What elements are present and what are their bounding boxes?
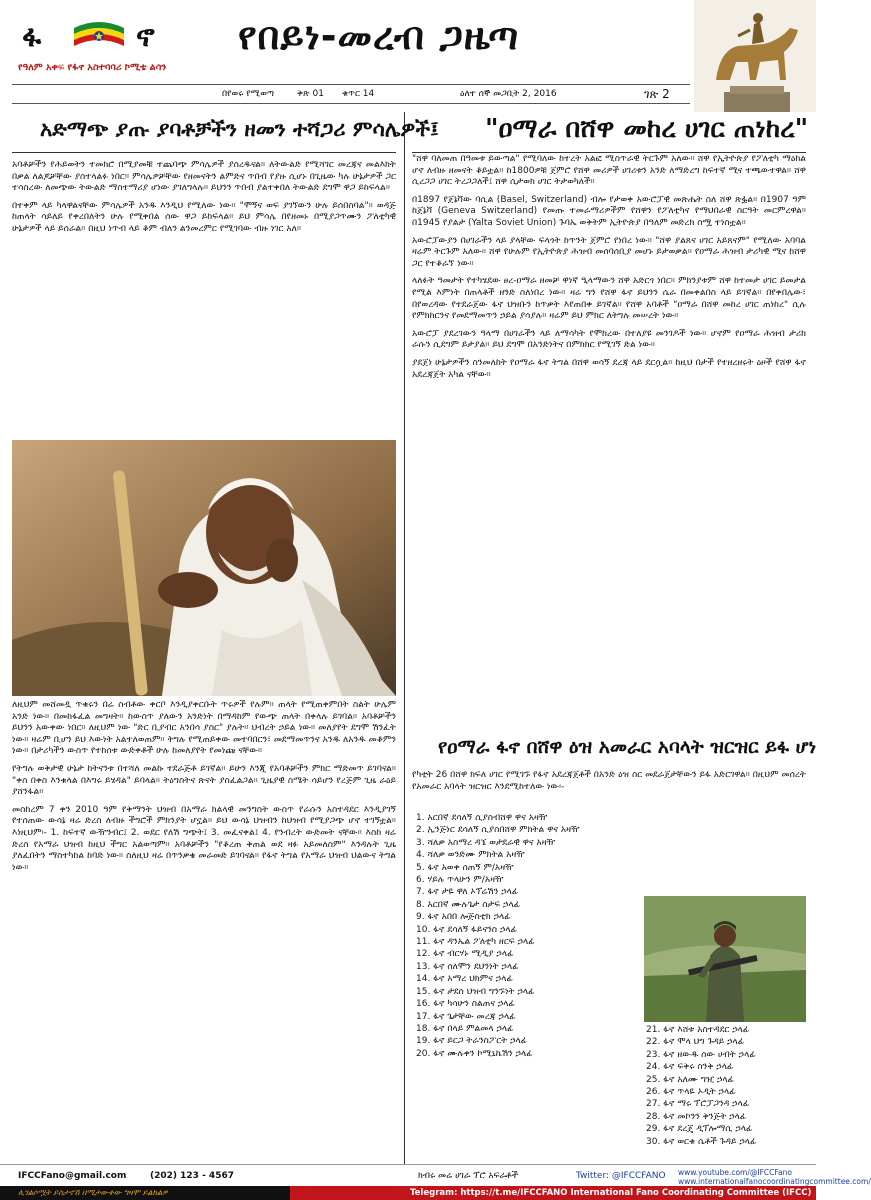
leadership-list-secondary: [646, 1024, 808, 1148]
right-paragraph-3: አውሮፓውያን በሀገራችን ላይ ያላቸው ፍላጎት ከጥንት ጀምሮ የነበረ ነው። "ሸዋ ያልጸና ሀገር አይጸናም" የሚለው አባባል ዛሬም ትርጉም አለው። ሸዋ የሁሉም የኢትዮጵያ ሕዝብ መሰባሰቢያ መሆኑ ይታወቃል። የዐማራ ሕዝብ ታሪካዊ ሚና ከሸዋ ጋር የተቆራኘ ነው።: [412, 235, 806, 269]
telegram-link[interactable]: Telegram: https://t.me/IFCCFANO International Fano Coordinating Committee (IFCC): [290, 1186, 816, 1200]
list-item: 7. ፋኖ ታዬ ዋለ ኦፕሬሽን ኃላፊ: [416, 887, 519, 898]
website-link[interactable]: www.internationalfanocoordinatingcommittee.com/: [678, 1177, 871, 1186]
list-item: 2. ኢንጅነር ደሳለኝ ሲያስበሸዋ ምክትል ዋና አዛዥ: [416, 825, 580, 836]
list-item: 20. ፋኖ ሙሉቀን ኮሚኒኬሽን ኃላፊ: [416, 1048, 533, 1059]
masthead: [0, 0, 816, 112]
left-paragraph-4: የትግሉ ወቅታዊ ሁኔታ ከትናንቱ በተሻለ መልኩ ተደራጅቶ ይገኛል። ይሁን እንጂ የአባቶቻችን ምክር ማድመጥ ይገባናል። "ቀስ በቀስ እንቁላል በእግሩ ይሄዳል" ይባላል። ትዕግስትና ጽናት ያስፈልጋል። ጊዜያዊ ስሜት ሳይሆን የረጅም ጊዜ ራዕይ ያሸንፋል።: [12, 763, 396, 798]
left-paragraph-1: አባቶቻችን የሕይወትን ተመክሮ በሚያመቹ ተጨባጭ ምሳሌዎች ያስረዱናል። ለትውልድ የሚሻገር መረጃና መልእክት በቃል ለልጆቻቸው ያስተላልፉ ነበር። ምሳሌዎቻቸው የዘመናትን ልምድና ጥበብ የያዙ ሲሆኑ በጊዜው ካሉ ሁኔታዎች ጋር ተሳስረው ለመጭው ትውልድ ማስተማሪያ ሆነው ያገለግላሉ። ይህንን ጥበብ ያልተቀበለ ትውልድ ደግሞ ዋጋ ይከፍላል።: [12, 160, 396, 194]
list-item: 25. ፋኖ አለሙ ግዢ ኃላፊ: [646, 1074, 735, 1085]
right-paragraph-2: በ1897 የጀኔቫው ባሲል (Basel, Switzerland) ብሎ የታወቀ አውሮፓዊ መጽሔት ስለ ሸዋ ጽፏል። በ1907 ዓም ከጀኔቫ (Geneva Switzerland) የመጡ ተመራማሪዎችም የሸዋን የፖለቲካና የማህበራዊ ስርዓት መርምረዋል። በ1945 የያልታ (Yalta Soviet Union) ጉባኤ ወቅትም ኢትዮጵያ በዓለም መድረክ ስሟ ተነስቷል።: [412, 194, 806, 228]
left-paragraph-5: መስከረም 7 ቀን 2010 ዓም የቅማንት ህዝብ በአማራ ክልላዊ መንግስት ውስጥ የራሱን አስተዳደር እንዲያገኝ የተሰጠው ውሳኔ ዛሬ ድረስ ለብዙ ችግሮች ምክንያት ሆኗል። ይህ ውሳኔ ህዝብን ከህዝብ የሚያጋጭ ሆኖ ተገኝቷል። እነዚህም፡- 1. ከፍተኛ ውዥንብር፤ 2. ወደር የለሽ ግጭት፤ 3. መፈናቀል፤ 4. የንብረት ውድመት ናቸው። እስከ ዛሬ ድረስ የአማራ ህዝብ ከዚህ ችግር አልወጣም። አባቶቻችን "የቆረጠ ቅጠል ወደ ዛፉ አይመለስም" እንዳሉት ጊዜ ያለፈበትን ማስተካከል ከባድ ነው። ስለዚህ ዛሬ በጥንቃቄ መራመድ ይገባናል። የፋኖ ትግል የአማራ ህዝብ ህልውና ትግል ነው።: [12, 804, 396, 873]
twitter-link[interactable]: Twitter: @IFCCFANO: [576, 1171, 666, 1181]
footer-motto: ሊገልሶሟት ይስታኖሽ በሚታውቀው ግዛሞ ይልክልዎ: [18, 1188, 168, 1197]
list-item: 18. ፋኖ በላይ ምልመላ ኃላፊ: [416, 1023, 514, 1034]
youtube-link[interactable]: www.youtube.com/@IFCCFano: [678, 1168, 792, 1177]
list-item: 30. ፋኖ ወርቁ ሴቶች ጉዳይ ኃላፊ: [646, 1136, 757, 1147]
equestrian-statue-image: [694, 0, 816, 112]
list-item: 29. ፋኖ ደረጄ ዲፕሎማሲ ኃላፊ: [646, 1124, 753, 1135]
issue-number: ቁጥር 14: [342, 89, 375, 99]
page-number: ገጽ 2: [644, 86, 670, 101]
list-section-headline: የዐማራ ፋኖ በሸዋ ዕዝ አመራር አባላት ዝርዝር ይፋ ሆነ: [438, 736, 817, 758]
contact-email-link[interactable]: IFCCFano@gmail.com: [18, 1171, 127, 1181]
elder-with-staff-photo: [12, 440, 396, 696]
list-item: 19. ፋኖ ይርጋ ትራንስፖርት ኃላፊ: [416, 1036, 528, 1047]
left-article-headline: አድማጭ ያጡ ያባቶቻችን ዘመን ተሻጋሪ ምሳሌዎች፤: [40, 117, 439, 141]
leadership-list-primary: [416, 812, 642, 1060]
footer-middle-text: ክብሩ መሬ ሀገራ ፕሮ አፍራቶች: [418, 1171, 519, 1181]
list-item: 17. ፋኖ ጌታቸው መረጃ ኃላፊ: [416, 1011, 516, 1022]
tagline: የዓለም አቀፍ የፋኖ አስተባባሪ ኮሚቴ ልሳን: [18, 62, 167, 73]
list-item: 22. ፋኖ ሞላ ህግ ጉዳይ ኃላፊ: [646, 1037, 745, 1048]
list-item: 21. ፋኖ እሸቱ አስተዳደር ኃላፊ: [646, 1025, 750, 1035]
left-paragraph-3: ለዚህም መሸመዷ ጥቁሩን በሬ ስብቶው ቀርቦ እንዲያቀርቡት ጥሩዎች የሉም። ጠላት የሚጠቀምበት ስልት ሁሌም አንድ ነው። በመከፋፈል መግዛት። ከውስጥ ያለውን አንድነት በማዳከም የውጭ ጠላት በቀላሉ ይገባል። አባቶቻችን ይህንን አውቀው ነበር። ለዚህም ነው "ድር ቢያብር አንበሳ ያስር" ያሉት። ህብረት ኃይል ነው። መለያየት ደግሞ ሽንፈት ነው። ዛሬም ቢሆን ይህ እውነት አልተለወጠም። ትግሉ የሚጠይቀው መተባበርን፣ መደማመጥንና አንዱ ለአንዱ መቆምን ነው። በታሪካችን ውስጥ የተከሰቱ ውድቀቶች ሁሉ ከመለያየት የመነጩ ናቸው።: [12, 700, 396, 757]
right-article-headline: "ዐማራ በሸዋ መከረ ሀገር ጠነከረ": [485, 114, 809, 144]
left-article-body-bottom: [12, 700, 396, 1160]
list-item: 1. አርበኛ ደሳለኝ ሲያስብሸዋ ዋና አዛዥ: [416, 813, 548, 823]
footer: [0, 1164, 871, 1200]
footer-contact-bar: [0, 1164, 871, 1186]
brand-letter-right: ኖ: [136, 18, 155, 54]
flag-emblem-icon: [68, 17, 130, 55]
left-paragraph-2: በተቀም ላይ ካላዋልናቸው ምሳሌዎች አንዱ እንዲህ የሚለው ነው። "ሞኝና ወፍ ያገኘውን ሁሉ ይሰበስባል"። ወዳጅ ከጠላት ሳይለይ የቀረበለትን ሁሉ የሚቀበል ሰው ዋጋ ይከፍላል። ይህ ምሳሌ በየዘመኑ በሚያጋጥሙን ፖለቲካዊ ሁኔታዎች ላይ ይሰራል። በዚህ ነጥብ ላይ ቆም ብለን ልንመረምር የሚገባው ብዙ ነገር አለ።: [12, 200, 396, 234]
right-paragraph-1: "ሸዋ ባለመጠ በዓመቱ ይውጣል" የሚባለው ከተረት አልፎ ሚስጥራዊ ትርጉም አለው። ሸዋ የኢትዮጵያ የፖለቲካ ማዕከል ሆኖ ለብዙ ዘመናት ቆይቷል። ከ1800ዎቹ ጀምሮ የሸዋ መሪዎች ሀገሪቱን አንድ ለማድረግ ከፍተኛ ሚና ተጫውተዋል። ሸዋ ሲረጋጋ ሀገር ትረጋጋለች፤ ሸዋ ሲታወክ ሀገር ትታወካለች።: [412, 154, 806, 188]
left-headline-rule: [12, 152, 396, 153]
list-item: 23. ፋኖ ዘውዱ ሰው ሀብት ኃላፊ: [646, 1049, 757, 1060]
list-item: 26. ፋኖ ጥላዬ ኦዲት ኃላፊ: [646, 1087, 736, 1098]
list-item: 9. ፋኖ አበበ ሎጅስቲክ ኃላፊ: [416, 912, 511, 923]
brand-row: [22, 14, 662, 58]
list-item: 4. ሻለቃ ወንድሙ ምክትል አዛዥ: [416, 850, 525, 861]
list-section-intro: የካቲት 26 በሸዋ ክፍለ ሀገር የሚገኙ የፋኖ አደረጃጀቶች በአንድ ዕዝ ስር መደራጀታቸውን ይፋ አድርገዋል። በዚህም መሰረት የአመራር አባላት ዝርዝር እንደሚከተለው ነው፡-: [412, 770, 806, 792]
right-paragraph-4: ላለፉት ዓመታት የተካሄደው ፀረ-ዐማራ ዘመቻ ዋነኛ ዒላማውን ሸዋ አድርጎ ነበር። ምክንያቱም ሸዋ ከተመታ ሀገር ይመታል የሚል እምነት በጠላቶች ዘንድ ስለነበረ ነው። ዛሬ ግን የሸዋ ፋኖ ይህንን ሴራ በመቀልበስ ላይ ይገኛል። በየቀበሌው፣ በየወረዳው የተደራጀው ፋኖ ህዝቡን ከጥቃት እየጠበቀ ይገኛል። የሸዋ አባቶች "ዐማራ በሸዋ መከረ ሀገር ጠነከረ" ሲሉ የምክክርንና የመደማመጥን ኃይል ያሳያሉ። ዛሬም ይህ ምክር ለትግሉ መሠረት ነው።: [412, 276, 806, 322]
list-item: 11. ፋኖ ዳንኤል ፖለቲካ ዘርፍ ኃላፊ: [416, 937, 535, 948]
issue-volume: ቅጽ 01: [297, 89, 324, 99]
list-item: 6. ሃይሉ ጥላሁን ም/አዛዥ: [416, 875, 504, 886]
list-item: 3. ሻለቃ አስማረ ዳኜ ወታደራዊ ዋና አዛዥ: [416, 837, 556, 848]
list-item: 10. ፋኖ ደሳለኝ ፋይናንስ ኃላፊ: [416, 924, 518, 935]
list-item: 28. ፋኖ መኮንን ቅንጅት ኃላፊ: [646, 1111, 747, 1122]
column-divider: [404, 112, 405, 1164]
issue-frequency: በየወሩ የሚወጣ: [222, 89, 275, 99]
fano-fighter-photo: [644, 896, 806, 1022]
list-item: 13. ፋኖ ሰለሞን ደህንነት ኃላፊ: [416, 961, 519, 972]
list-item: 16. ፋኖ ካሳሁን ስልጠና ኃላፊ: [416, 999, 516, 1010]
right-paragraph-5: አውሮፓ ያደረገውን ዓላማ በሀገራችን ላይ ለማሳካት የሞከረው በተለያዩ መንገዶች ነው። ሆኖም የዐማራ ሕዝብ ታሪክ ራሱን ሲደግም ይታያል። ይህ ደግሞ በአንድነትና በምክክር የሚገኝ ድል ነው።: [412, 328, 806, 351]
list-item: 12. ፋኖ ብርሃኑ ሚዲያ ኃላፊ: [416, 949, 514, 960]
issue-bar: [12, 84, 690, 104]
paper-title: የበይነ-መረብ ጋዜጣ: [238, 13, 520, 58]
left-article-body-top: [12, 160, 396, 436]
list-item: 27. ፋኖ ማሩ ፕሮፓጋንዳ ኃላፊ: [646, 1099, 750, 1110]
right-headline-rule: [412, 152, 806, 153]
list-item: 14. ፋኖ አማረ ህክምና ኃላፊ: [416, 974, 514, 985]
right-article-body: [412, 154, 806, 732]
footer-banner: [0, 1186, 816, 1200]
list-item: 15. ፋኖ ታደሰ ህዝብ ግንኙነት ኃላፊ: [416, 986, 535, 997]
right-paragraph-6: ያደጀነ ሁኔታዎችን ስንመለከት የዐማራ ፋኖ ትግል በሸዋ ወሳኝ ደረጃ ላይ ደርሷል። ከዚህ በታች የተዘረዘሩት ዕዞች የሸዋ ፋኖ አደረጃጀት አካል ናቸው።: [412, 357, 806, 380]
contact-phone: (202) 123 - 4567: [150, 1171, 234, 1181]
issue-date: ዕለተ ሰኞ መጋቢት 2, 2016: [460, 89, 557, 99]
list-item: 5. ፋኖ አወቀ ሰጠኝ ም/አዛዥ: [416, 862, 514, 873]
list-item: 8. አርበኛ ሙሉጌታ ስታፍ ኃላፊ: [416, 899, 521, 910]
list-item: 24. ፋኖ ፍቅሩ ስንቅ ኃላፊ: [646, 1062, 734, 1073]
brand-letter-left: ፋ: [22, 18, 42, 54]
